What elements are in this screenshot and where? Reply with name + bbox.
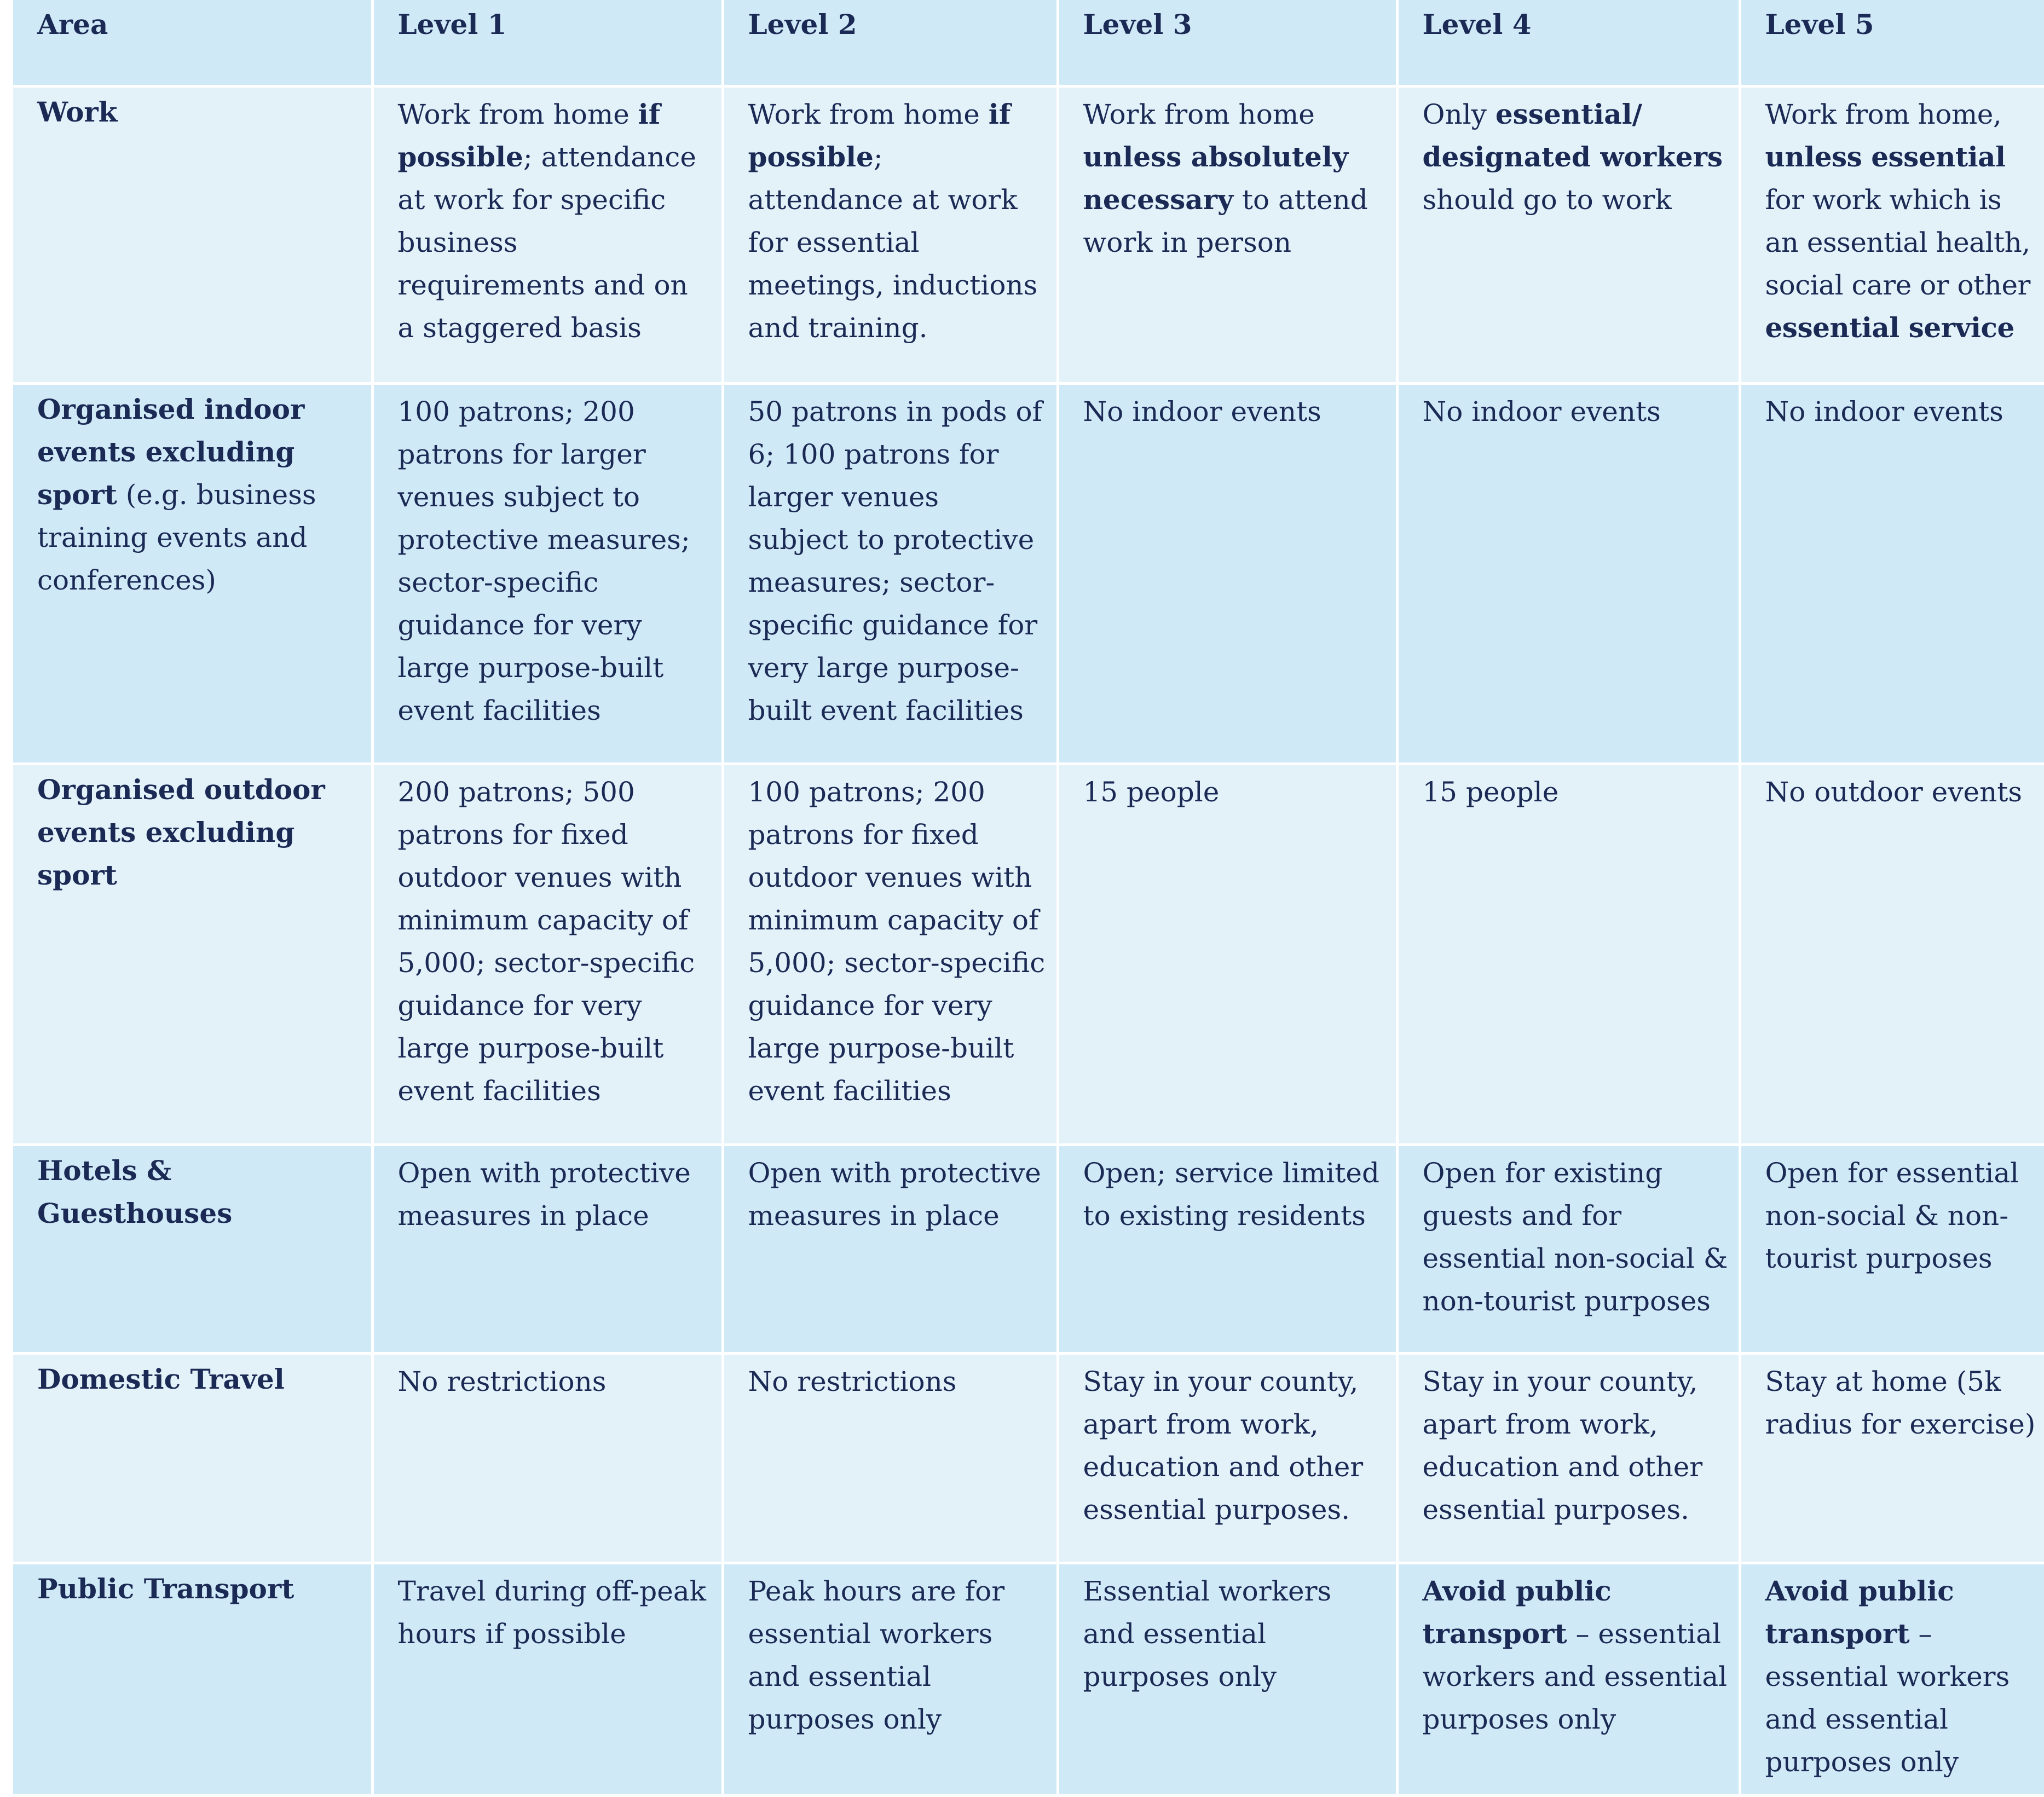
cell-work-level-2: [723, 86, 1058, 383]
emphasis-text: unless absolutely necessary: [1083, 140, 1348, 216]
emphasis-text: unless essential: [1765, 140, 2006, 173]
cell-text: Work from home: [748, 98, 989, 130]
cell-text: No indoor events: [1083, 395, 1321, 427]
cell-text: – essential workers and essential purposes only: [1765, 1617, 2010, 1778]
cell-text: Work from home,: [1765, 98, 2002, 130]
area-indoor-events-rest: (e.g. business training events and conferences): [37, 478, 316, 596]
cell-text: Only: [1422, 98, 1496, 130]
cell-text: 100 patrons; 200 patrons for fixed outdoor venues with minimum capacity of 5,000; sector-specific guidance for very large purpose-built event facilities: [748, 776, 1046, 1107]
cell-text: Open; service limited to existing residents: [1083, 1157, 1379, 1232]
cell-hotels-level-2: [723, 1145, 1058, 1353]
cell-hotels-level-5: [1740, 1145, 2044, 1353]
cell-transport-level-2: [723, 1563, 1058, 1795]
cell-hotels-level-3: [1058, 1145, 1397, 1353]
cell-travel-level-2: [723, 1353, 1058, 1563]
area-indoor-events-bold: Organised indoor events excluding sport: [37, 392, 305, 511]
cell-text: – essential workers and essential purposes only: [1422, 1617, 1728, 1735]
row-outdoor-events: [13, 764, 2044, 1145]
cell-transport-level-5: [1740, 1563, 2044, 1795]
cell-text: Stay at home (5k radius for exercise): [1765, 1365, 2036, 1440]
cell-transport-level-3: [1058, 1563, 1397, 1795]
cell-text: Stay in your county, apart from work, education and other essential purposes.: [1422, 1365, 1703, 1526]
header-level-4: Level 4: [1397, 0, 1740, 86]
area-domestic-travel: Domestic Travel: [13, 1353, 372, 1563]
cell-transport-level-4: [1397, 1563, 1740, 1795]
area-public-transport: Public Transport: [13, 1563, 372, 1795]
cell-text: No indoor events: [1422, 395, 1661, 427]
area-outdoor-events: Organised outdoor events excluding sport: [13, 764, 372, 1145]
header-level-2: Level 2: [723, 0, 1058, 86]
cell-text: to attend work in person: [1083, 183, 1368, 258]
row-hotels: [13, 1145, 2044, 1353]
cell-text: for work which is an essential health, social care or other: [1765, 183, 2030, 301]
cell-hotels-level-1: [372, 1145, 723, 1353]
cell-hotels-level-4: [1397, 1145, 1740, 1353]
cell-text: should go to work: [1422, 183, 1672, 216]
header-row: [13, 0, 2044, 86]
cell-work-level-3: [1058, 86, 1397, 383]
cell-text: No restrictions: [397, 1365, 607, 1397]
header-area: Area: [13, 0, 372, 86]
cell-text: 15 people: [1083, 776, 1220, 808]
cell-work-level-1: [372, 86, 723, 383]
cell-indoor-level-1: [372, 383, 723, 764]
cell-work-level-4: [1397, 86, 1740, 383]
cell-text: ; attendance at work for essential meetings, inductions and training.: [748, 141, 1038, 344]
cell-text: Work from home: [397, 98, 638, 130]
cell-travel-level-5: [1740, 1353, 2044, 1563]
cell-travel-level-3: [1058, 1353, 1397, 1563]
cell-travel-level-4: [1397, 1353, 1740, 1563]
emphasis-text: Avoid public transport: [1422, 1574, 1612, 1650]
cell-text: No outdoor events: [1765, 776, 2023, 808]
row-work: [13, 86, 2044, 383]
cell-text: Work from home: [1083, 98, 1315, 130]
restrictions-table: [13, 0, 2044, 1797]
row-public-transport: [13, 1563, 2044, 1795]
cell-indoor-level-5: [1740, 383, 2044, 764]
cell-outdoor-level-3: [1058, 764, 1397, 1145]
cell-indoor-level-2: [723, 383, 1058, 764]
cell-outdoor-level-2: [723, 764, 1058, 1145]
area-hotels: Hotels & Guesthouses: [13, 1145, 372, 1353]
area-work: Work: [13, 86, 372, 383]
cell-text: Peak hours are for essential workers and essential purposes only: [748, 1575, 1005, 1735]
cell-transport-level-1: [372, 1563, 723, 1795]
cell-work-level-5: [1740, 86, 2044, 383]
cell-outdoor-level-4: [1397, 764, 1740, 1145]
header-level-5: Level 5: [1740, 0, 2044, 86]
cell-outdoor-level-1: [372, 764, 723, 1145]
emphasis-text: if possible: [397, 97, 661, 173]
header-level-1: Level 1: [372, 0, 723, 86]
cell-text: No restrictions: [748, 1365, 957, 1397]
cell-text: 50 patrons in pods of 6; 100 patrons for larger venues subject to protective measures; sector-specific guidance for very large purpose-built event facilities: [748, 395, 1043, 726]
cell-text: 200 patrons; 500 patrons for fixed outdoor venues with minimum capacity of 5,000; sector-specific guidance for very large purpose-built event facilities: [397, 776, 695, 1107]
cell-text: 100 patrons; 200 patrons for larger venues subject to protective measures; sector-specific guidance for very large purpose-built event facilities: [397, 395, 690, 726]
emphasis-text: essential service: [1765, 311, 2014, 344]
cell-text: 15 people: [1422, 776, 1559, 808]
cell-indoor-level-3: [1058, 383, 1397, 764]
cell-text: Open with protective measures in place: [748, 1157, 1041, 1232]
cell-text: ; attendance at work for specific business requirements and on a staggered basis: [397, 141, 697, 344]
cell-text: Open for essential non-social & non-tourist purposes: [1765, 1157, 2019, 1274]
emphasis-text: if possible: [748, 97, 1011, 173]
cell-text: No indoor events: [1765, 395, 2003, 427]
cell-travel-level-1: [372, 1353, 723, 1563]
cell-text: Stay in your county, apart from work, education and other essential purposes.: [1083, 1365, 1364, 1526]
cell-text: Essential workers and essential purposes only: [1083, 1575, 1332, 1692]
row-domestic-travel: [13, 1353, 2044, 1563]
row-indoor-events: [13, 383, 2044, 764]
emphasis-text: Avoid public transport: [1765, 1574, 1954, 1650]
cell-text: Open with protective measures in place: [397, 1157, 691, 1232]
cell-text: Travel during off-peak hours if possible: [397, 1575, 706, 1650]
cell-indoor-level-4: [1397, 383, 1740, 764]
header-level-3: Level 3: [1058, 0, 1397, 86]
cell-outdoor-level-5: [1740, 764, 2044, 1145]
cell-text: Open for existing guests and for essential non-social & non-tourist purposes: [1422, 1157, 1728, 1317]
area-indoor-events: [13, 383, 372, 764]
emphasis-text: essential/ designated workers: [1422, 97, 1723, 173]
